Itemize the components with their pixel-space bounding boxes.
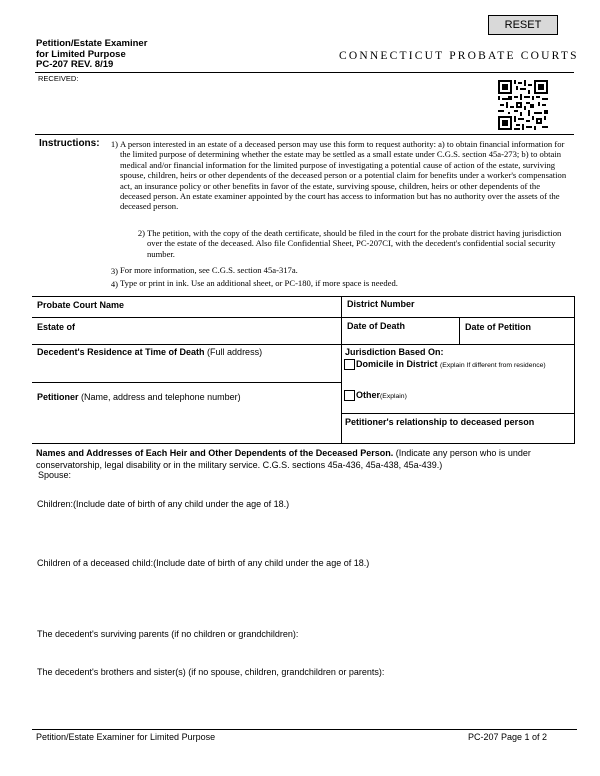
form-title-line-1: Petition/Estate Examiner: [36, 38, 148, 49]
surviving-parents-field[interactable]: The decedent's surviving parents (if no children or grandchildren):: [37, 629, 299, 639]
names-heading: Names and Addresses of Each Heir and Other Dependents of the Deceased Person. (Indicate any person who is under conservatorship, legal disability or in the military service. C.G.S. sections 45a-436, 45a-438, 45a-439.): [36, 448, 531, 470]
instruction-number: 1): [110, 139, 118, 149]
spouse-field[interactable]: Spouse:: [38, 470, 72, 480]
instruction-number: 2): [137, 228, 145, 238]
instruction-text: For more information, see C.G.S. section 45a-317a.: [120, 265, 298, 275]
table-divider: [32, 382, 342, 383]
table-border-right: [574, 296, 575, 444]
footer-form-name: Petition/Estate Examiner for Limited Purpose: [36, 732, 216, 742]
form-title: [36, 39, 147, 71]
table-divider: [32, 317, 575, 318]
footer-divider: [32, 729, 577, 730]
petitioner-field[interactable]: Petitioner (Name, address and telephone number): [37, 392, 241, 402]
table-divider-vertical: [459, 317, 460, 344]
domicile-checkbox[interactable]: [344, 359, 355, 370]
other-checkbox[interactable]: [344, 390, 355, 401]
instruction-text: A person interested in an estate of a deceased person may use this form to request authority: a) to obtain financial information for the limited purpose of determining whether the estate may be settled as a small estate under C.G.S. section 45a-273; b) to obtain medical and/or financial information for the limited purpose of investigating a potential cause of action of the estate, surviving spouse, children, heirs or other dependents of the deceased person or a potential claim for benefits under a worker's compensation act, an insurance policy or other benefits in favor of the estate, surviving spouse, children, heirs or other dependents of the deceased person. An estate examiner appointed by the court has access to information but has no authority over the assets of the deceased person.: [120, 139, 567, 212]
date-of-death-field[interactable]: Date of Death: [347, 321, 406, 331]
table-divider: [32, 344, 575, 345]
district-number-field[interactable]: District Number: [347, 299, 415, 309]
reset-button[interactable]: RESET: [488, 15, 558, 35]
footer-page-number: PC-207 Page 1 of 2: [468, 732, 548, 742]
qr-code-icon: [498, 80, 548, 130]
form-title-line-2: for Limited Purpose: [36, 48, 126, 60]
decedent-residence-field[interactable]: Decedent's Residence at Time of Death (Full address): [37, 347, 263, 357]
estate-of-field[interactable]: Estate of: [37, 322, 76, 332]
children-deceased-child-field[interactable]: Children of a deceased child:(Include date of birth of any child under the age of 18.): [37, 558, 370, 568]
other-label: Other(Explain): [356, 390, 407, 400]
court-name: CONNECTICUT PROBATE COURTS: [339, 50, 579, 62]
table-divider: [341, 413, 575, 414]
probate-court-name-field[interactable]: Probate Court Name: [37, 300, 125, 310]
table-border-top: [32, 296, 575, 297]
divider: [35, 134, 574, 135]
form-number: PC-207 REV. 8/19: [36, 59, 114, 70]
jurisdiction-label: Jurisdiction Based On:: [345, 347, 444, 357]
instruction-text: The petition, with the copy of the death certificate, should be filed in the court for the probate district having jurisdiction over the estate of the deceased. Also file Confidential Sheet, PC-207CI, with the decedent's confidential social security number.: [147, 228, 562, 259]
received-label: RECEIVED:: [38, 74, 79, 83]
table-divider: [32, 443, 575, 444]
date-of-petition-field[interactable]: Date of Petition: [465, 322, 532, 332]
relationship-field[interactable]: Petitioner's relationship to deceased person: [345, 417, 535, 427]
instruction-text: Type or print in ink. Use an additional sheet, or PC-180, if more space is needed.: [120, 278, 398, 288]
divider: [35, 72, 574, 73]
instruction-number: 4): [110, 279, 118, 289]
instructions-label: Instructions:: [39, 138, 100, 149]
siblings-field[interactable]: The decedent's brothers and sister(s) (if no spouse, children, grandchildren or parents):: [37, 667, 385, 677]
children-field[interactable]: Children:(Include date of birth of any child under the age of 18.): [37, 499, 290, 509]
domicile-label: Domicile in District (Explain If different from residence): [356, 359, 546, 369]
table-divider-vertical: [341, 296, 342, 444]
instruction-number: 3): [110, 266, 118, 276]
